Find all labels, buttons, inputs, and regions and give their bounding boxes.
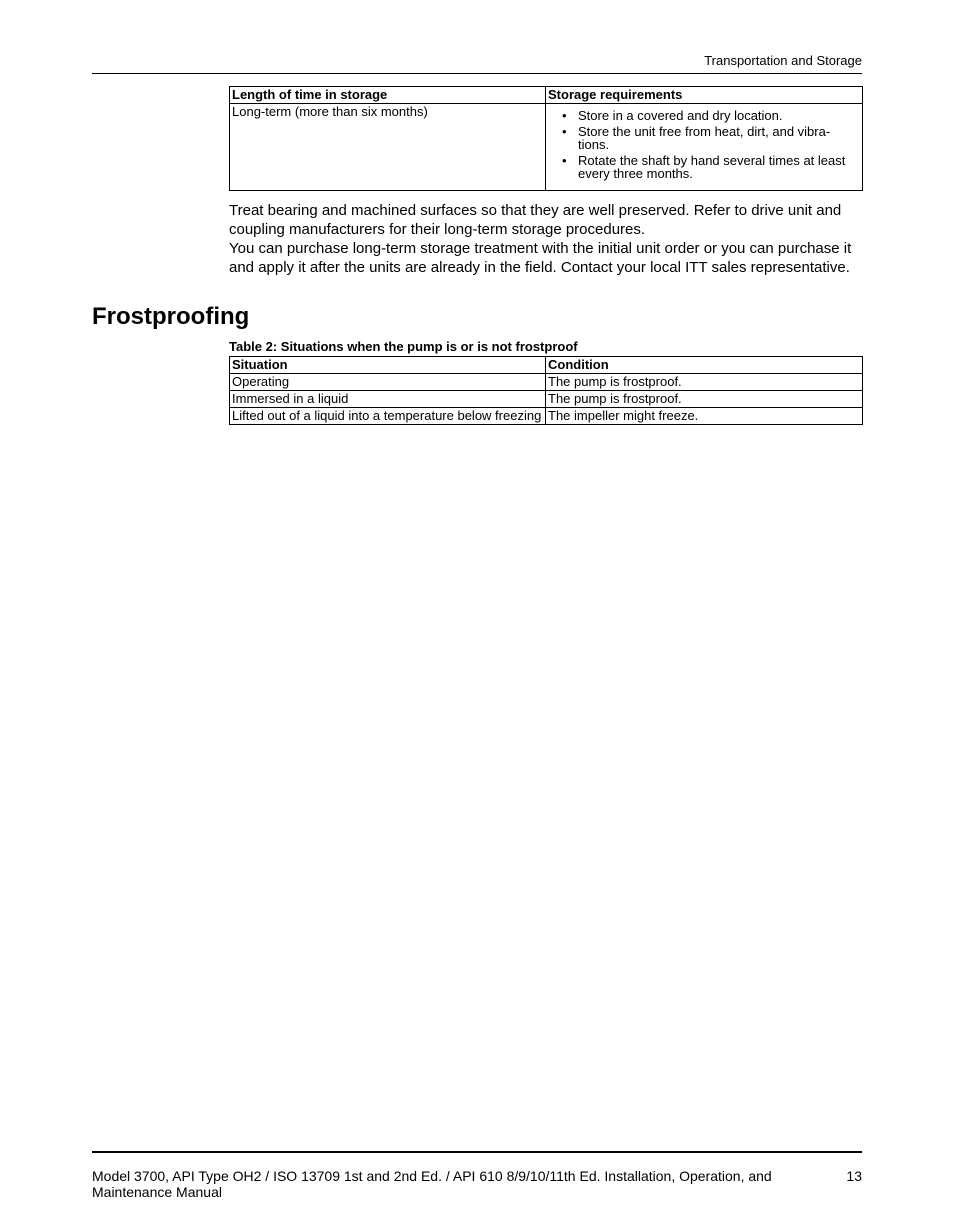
page-number: 13 <box>846 1168 862 1184</box>
storage-requirements-table <box>229 86 863 191</box>
storage-length-cell: Long-term (more than six months) <box>230 104 546 191</box>
table-header-row <box>230 357 863 374</box>
situation-cell: Lifted out of a liquid into a temperature below freezing <box>230 408 546 425</box>
list-item <box>562 124 860 152</box>
running-header-title: Transportation and Storage <box>704 53 862 68</box>
column-header-condition: Condition <box>546 357 863 374</box>
body-paragraph: You can purchase long-term storage treatment with the initial unit order or you can purchase it and apply it after the units are already in the field. Contact your local ITT sales representative. <box>229 240 852 276</box>
requirement-text: Rotate the shaft by hand several times at least every three months. <box>578 153 846 181</box>
list-item <box>562 108 860 123</box>
list-item <box>562 153 860 181</box>
frostproof-table-wrapper <box>229 356 863 425</box>
requirement-text: Store the unit free from heat, dirt, and vibra- tions. <box>578 124 831 152</box>
bullet-icon: • <box>562 124 567 139</box>
requirements-list <box>548 109 860 180</box>
running-header <box>92 53 862 74</box>
page-footer <box>92 1151 862 1200</box>
body-paragraph: Treat bearing and machined surfaces so that they are well preserved. Refer to drive unit and coupling manufacturers for their long-term storage procedures. <box>229 202 842 238</box>
table-row <box>230 391 863 408</box>
footer-document-title: Model 3700, API Type OH2 / ISO 13709 1st and 2nd Ed. / API 610 8/9/10/11th Ed. Installation, Operation, and Maintenance Manual <box>92 1168 772 1200</box>
bullet-icon: • <box>562 108 567 123</box>
storage-content <box>229 86 862 277</box>
section-title: Frostproofing <box>92 303 250 330</box>
frostproof-table <box>229 356 863 425</box>
condition-cell: The pump is frostproof. <box>546 374 863 391</box>
condition-cell: The pump is frostproof. <box>546 391 863 408</box>
table-row <box>230 408 863 425</box>
requirement-text: Store in a covered and dry location. <box>578 108 783 123</box>
column-header-requirements: Storage requirements <box>546 87 863 104</box>
table-row <box>230 374 863 391</box>
column-header-length: Length of time in storage <box>230 87 546 104</box>
storage-requirements-cell <box>546 104 863 191</box>
situation-cell: Immersed in a liquid <box>230 391 546 408</box>
situation-cell: Operating <box>230 374 546 391</box>
table-caption: Table 2: Situations when the pump is or is not frostproof <box>229 339 578 354</box>
bullet-icon: • <box>562 153 567 168</box>
condition-cell: The impeller might freeze. <box>546 408 863 425</box>
table-row <box>230 104 863 191</box>
table-header-row <box>230 87 863 104</box>
column-header-situation: Situation <box>230 357 546 374</box>
